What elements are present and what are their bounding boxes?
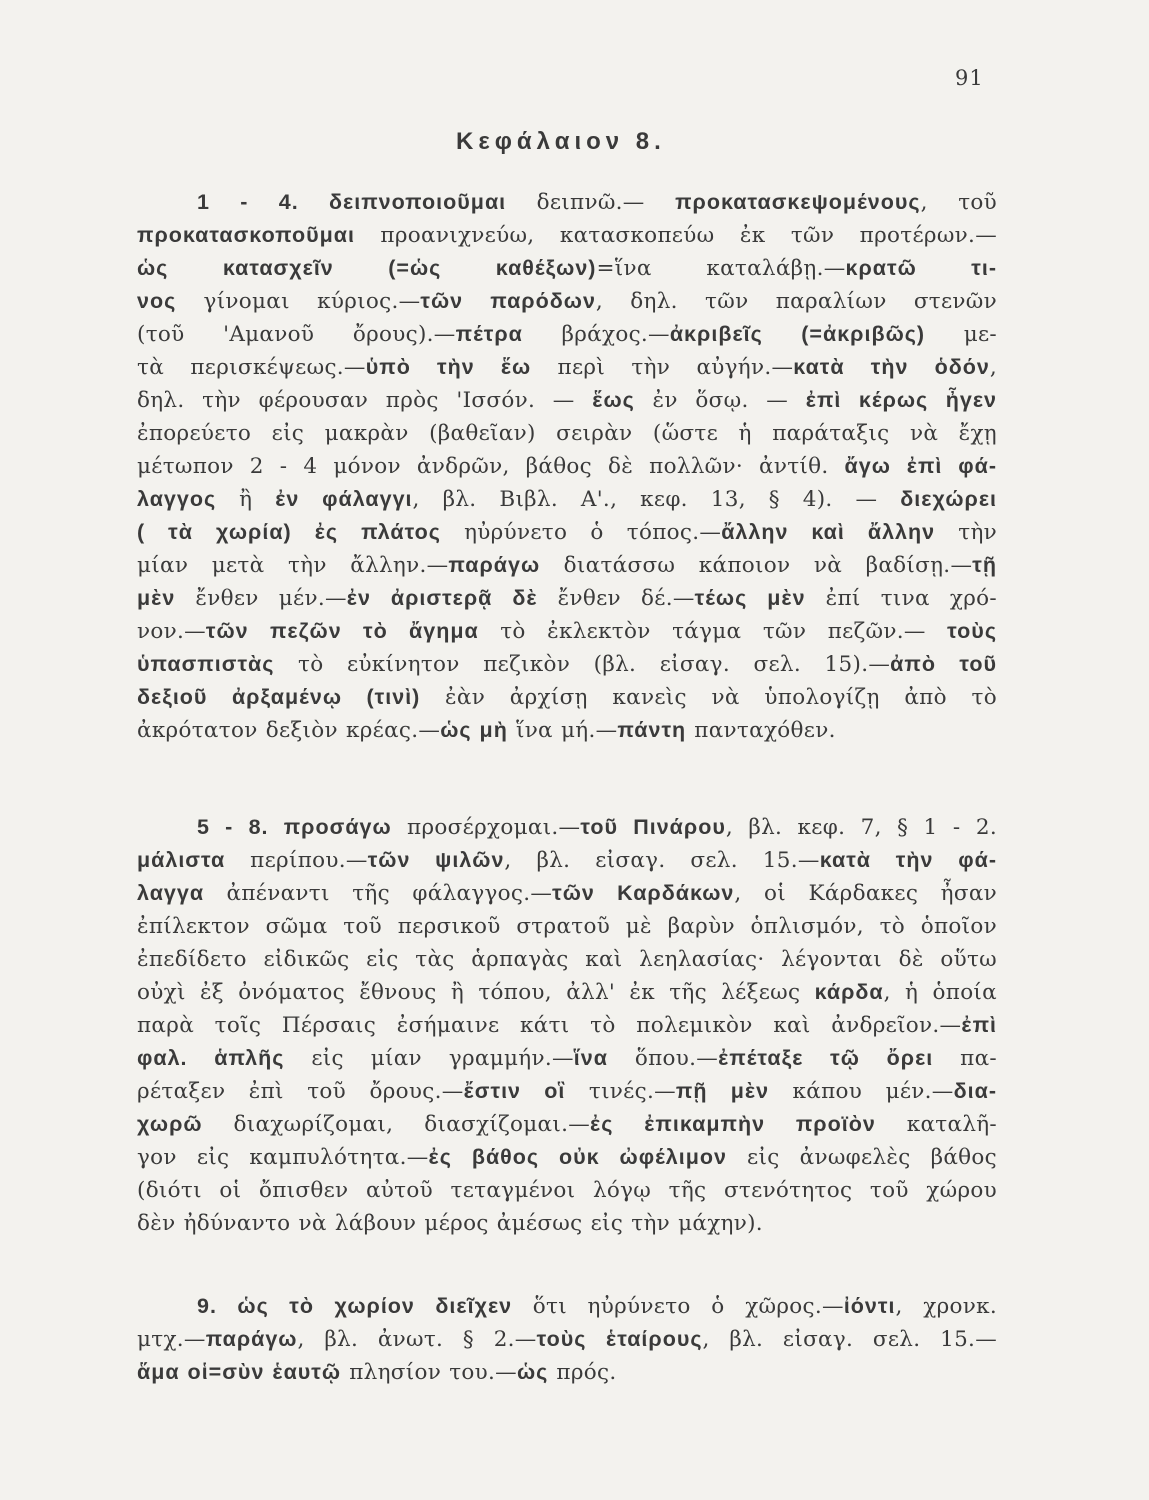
gloss-text: τινές.— bbox=[565, 1079, 676, 1104]
lemma-term: ἐπέταξε τῷ ὄρει bbox=[718, 1046, 934, 1070]
text-line bbox=[137, 1042, 997, 1075]
text-line bbox=[137, 844, 997, 877]
gloss-text: ἔνθεν δέ.— bbox=[537, 586, 695, 611]
lemma-term: ἐν ἀριστερᾷ δὲ bbox=[346, 586, 538, 610]
gloss-text: με- bbox=[925, 322, 997, 347]
gloss-text: , bbox=[989, 355, 997, 380]
lemma-term: ἰόντι bbox=[843, 1294, 896, 1318]
text-line bbox=[137, 450, 997, 483]
lemma-term: κρατῶ τι- bbox=[845, 256, 997, 280]
gloss-text: δηλ. τὴν φέρουσαν πρὸς 'Ισσόν. — bbox=[137, 388, 593, 413]
gloss-text: πρός. bbox=[548, 1360, 617, 1385]
gloss-text: ἵνα μή.— bbox=[507, 718, 618, 743]
gloss-text: , δηλ. τῶν παραλίων στενῶν bbox=[595, 289, 997, 314]
lemma-term: ἄγω ἐπὶ φά- bbox=[844, 454, 997, 478]
text-line bbox=[137, 943, 997, 976]
gloss-text: , βλ. εἰσαγ. σελ. 15.— bbox=[504, 848, 820, 873]
text-line bbox=[137, 681, 997, 714]
lemma-term: κατὰ τὴν φά- bbox=[819, 848, 997, 872]
gloss-text: ἢ bbox=[216, 487, 276, 512]
lemma-term: τῶν παρόδων bbox=[420, 289, 596, 313]
lemma-term: δεξιοῦ ἀρξαμένῳ (τινὶ) bbox=[137, 685, 421, 709]
lemma-term: διεχώρει bbox=[900, 487, 997, 511]
lemma-term: κατὰ τὴν ὁδόν bbox=[793, 355, 990, 379]
gloss-text: μίαν μετὰ τὴν ἄλλην.— bbox=[137, 553, 449, 578]
text-line bbox=[137, 186, 997, 219]
gloss-text: ηὐρύνετο ὁ τόπος.— bbox=[440, 520, 722, 545]
text-line bbox=[137, 615, 997, 648]
lemma-term: μὲν bbox=[137, 586, 176, 610]
lemma-term: ὑπὸ τὴν ἕω bbox=[365, 355, 532, 379]
gloss-text: ἔνθεν μέν.— bbox=[175, 586, 347, 611]
gloss-text: , βλ. ἀνωτ. § 2.— bbox=[297, 1327, 537, 1352]
gloss-text: καταλῆ- bbox=[875, 1112, 997, 1137]
gloss-text: , βλ. εἰσαγ. σελ. 15.— bbox=[702, 1327, 997, 1352]
lemma-term: τοὺς bbox=[947, 619, 997, 643]
gloss-text: ὅπου.— bbox=[607, 1046, 719, 1071]
page-number: 91 bbox=[955, 66, 984, 90]
gloss-text: εἰς ἀνωφελὲς βάθος bbox=[726, 1145, 997, 1170]
text-line bbox=[137, 1207, 997, 1240]
lemma-term: 5 - 8. προσάγω bbox=[197, 815, 392, 839]
gloss-text: ρέταξεν ἐπὶ τοῦ ὄρους.— bbox=[137, 1079, 464, 1104]
lemma-term: τῶν Καρδάκων bbox=[552, 881, 735, 905]
lemma-term: ἅμα οἱ=σὺν ἑαυτῷ bbox=[137, 1360, 342, 1384]
text-line bbox=[137, 285, 997, 318]
gloss-text: μέτωπον 2 - 4 μόνον ἀνδρῶν, βάθος δὲ πολλῶν· ἀντίθ. bbox=[137, 454, 845, 479]
commentary-paragraph-5-8 bbox=[137, 811, 997, 1240]
text-line bbox=[137, 877, 997, 910]
lemma-term: προκατασκοποῦμαι bbox=[137, 223, 355, 247]
text-line bbox=[137, 1009, 997, 1042]
lemma-term: ( τὰ χωρία) ἐς πλάτος bbox=[137, 520, 441, 544]
gloss-text: , βλ. Βιβλ. Α'., κεφ. 13, § 4). — bbox=[412, 487, 901, 512]
gloss-text: προανιχνεύω, κατασκοπεύω ἐκ τῶν προτέρων.— bbox=[354, 223, 997, 248]
lemma-term: τῶν πεζῶν τὸ ἄγημα bbox=[205, 619, 479, 643]
gloss-text: τὸ ἐκλεκτὸν τάγμα τῶν πεζῶν.— bbox=[478, 619, 948, 644]
lemma-term: νος bbox=[137, 289, 177, 313]
lemma-term: τοὺς ἑταίρους bbox=[536, 1327, 703, 1351]
gloss-text: ἐπορεύετο εἰς μακρὰν (βαθεῖαν) σειρὰν (ὥστε ἡ παράταξις νὰ ἔχῃ bbox=[137, 421, 997, 446]
lemma-term: παράγω bbox=[205, 1327, 298, 1351]
text-line bbox=[137, 1174, 997, 1207]
gloss-text: περίπου.— bbox=[225, 848, 368, 873]
lemma-term: φαλ. ἁπλῆς bbox=[137, 1046, 285, 1070]
gloss-text: τὸ εὐκίνητον πεζικὸν (βλ. εἰσαγ. σελ. 15).— bbox=[274, 652, 891, 677]
text-line bbox=[137, 976, 997, 1009]
text-line bbox=[137, 252, 997, 285]
lemma-term: πάντη bbox=[617, 718, 687, 742]
gloss-text: , τοῦ bbox=[920, 190, 997, 215]
text-line bbox=[137, 384, 997, 417]
lemma-term: ἕως bbox=[592, 388, 635, 412]
text-line bbox=[137, 811, 997, 844]
gloss-text: δειπνῶ.— bbox=[506, 190, 676, 215]
gloss-text: κάπου μέν.— bbox=[769, 1079, 954, 1104]
gloss-text: προσέρχομαι.— bbox=[391, 815, 581, 840]
text-line bbox=[137, 219, 997, 252]
gloss-text: ὅτι ηὐρύνετο ὁ χῶρος.— bbox=[512, 1294, 844, 1319]
text-line bbox=[137, 549, 997, 582]
gloss-text: τὰ περισκέψεως.— bbox=[137, 355, 366, 380]
gloss-text: νον.— bbox=[137, 619, 206, 644]
lemma-term: ἵνα bbox=[573, 1046, 608, 1070]
text-line bbox=[137, 516, 997, 549]
gloss-text: , ἡ ὁποία bbox=[883, 980, 997, 1005]
text-line bbox=[137, 351, 997, 384]
lemma-term: τέως μὲν bbox=[694, 586, 806, 610]
commentary-paragraph-1-4 bbox=[137, 186, 997, 747]
lemma-term: λαγγα bbox=[137, 881, 205, 905]
lemma-term: ἐς ἐπικαμπὴν προϊὸν bbox=[590, 1112, 876, 1136]
lemma-term: λαγγος bbox=[137, 487, 217, 511]
text-line bbox=[137, 417, 997, 450]
gloss-text: περὶ τὴν αὐγήν.— bbox=[531, 355, 794, 380]
lemma-term: ὡς bbox=[516, 1360, 549, 1384]
lemma-term: κάρδα bbox=[814, 980, 884, 1004]
lemma-term: τῇ bbox=[972, 553, 997, 577]
lemma-term: τοῦ Πινάρου bbox=[580, 815, 726, 839]
gloss-text: βράχος.— bbox=[522, 322, 670, 347]
gloss-text: οὐχὶ ἐξ ὀνόματος ἔθνους ἢ τόπου, ἀλλ' ἐκ τῆς λέξεως bbox=[137, 980, 815, 1005]
lemma-term: ἐς βάθος οὐκ ὠφέλιμον bbox=[428, 1145, 727, 1169]
gloss-text: εἰς μίαν γραμμήν.— bbox=[284, 1046, 574, 1071]
lemma-term: μάλιστα bbox=[137, 848, 226, 872]
text-line bbox=[137, 714, 997, 747]
text-line bbox=[137, 648, 997, 681]
gloss-text: ἐπεδίδετο εἰδικῶς εἰς τὰς ἁρπαγὰς καὶ λεηλασίας· λέγονται δὲ οὕτω bbox=[137, 947, 997, 972]
lemma-term: ὑπασπιστὰς bbox=[137, 652, 275, 676]
lemma-term: δια- bbox=[953, 1079, 997, 1103]
gloss-text: , βλ. κεφ. 7, § 1 - 2. bbox=[725, 815, 997, 840]
gloss-text: δὲν ἠδύναντο νὰ λάβουν μέρος ἀμέσως εἰς τὴν μάχην). bbox=[137, 1211, 763, 1236]
lemma-term: ὡς κατασχεῖν (=ὡς καθέξων) bbox=[137, 256, 597, 280]
lemma-term: πέτρα bbox=[455, 322, 523, 346]
lemma-term: ἐπὶ bbox=[961, 1013, 997, 1037]
text-line bbox=[137, 1356, 997, 1389]
gloss-text: μτχ.— bbox=[137, 1327, 206, 1352]
text-line bbox=[137, 483, 997, 516]
text-line bbox=[137, 318, 997, 351]
gloss-text: γον εἰς καμπυλότητα.— bbox=[137, 1145, 429, 1170]
text-line bbox=[137, 1075, 997, 1108]
lemma-term: τῶν ψιλῶν bbox=[367, 848, 505, 872]
gloss-text: διαχωρίζομαι, διασχίζομαι.— bbox=[202, 1112, 591, 1137]
gloss-text: (διότι οἱ ὄπισθεν αὐτοῦ τεταγμένοι λόγῳ τῆς στενότητος τοῦ χώρου bbox=[137, 1178, 997, 1203]
lemma-term: 1 - 4. δειπνοποιοῦμαι bbox=[197, 190, 507, 214]
text-line bbox=[137, 582, 997, 615]
lemma-term: ἐν φάλαγγι bbox=[275, 487, 413, 511]
text-line bbox=[137, 1141, 997, 1174]
gloss-text: τὴν bbox=[935, 520, 997, 545]
gloss-text: ἐπίλεκτον σῶμα τοῦ περσικοῦ στρατοῦ μὲ βαρὺν ὁπλισμόν, τὸ ὁποῖον bbox=[137, 914, 997, 939]
lemma-term: ἄλλην καὶ ἄλλην bbox=[721, 520, 936, 544]
gloss-text: ἐπί τινα χρό- bbox=[805, 586, 997, 611]
text-line bbox=[137, 1290, 997, 1323]
text-line bbox=[137, 910, 997, 943]
text-line bbox=[137, 1108, 997, 1141]
lemma-term: ἀπὸ τοῦ bbox=[890, 652, 997, 676]
lemma-term: ἔστιν οἳ bbox=[463, 1079, 566, 1103]
gloss-text: , οἱ Κάρδακες ἦσαν bbox=[734, 881, 997, 906]
gloss-text: =ἵνα καταλάβῃ.— bbox=[596, 256, 846, 281]
lemma-term: χωρῶ bbox=[137, 1112, 203, 1136]
gloss-text: πα- bbox=[933, 1046, 997, 1071]
lemma-term: πῇ μὲν bbox=[675, 1079, 770, 1103]
gloss-text: ἐὰν ἀρχίσῃ κανεὶς νὰ ὑπολογίζῃ ἀπὸ τὸ bbox=[420, 685, 997, 710]
commentary-paragraph-9 bbox=[137, 1290, 997, 1389]
gloss-text: , χρονκ. bbox=[895, 1294, 997, 1319]
lemma-term: 9. ὡς τὸ χωρίον διεῖχεν bbox=[197, 1294, 513, 1318]
gloss-text: γίνομαι κύριος.— bbox=[176, 289, 421, 314]
lemma-term: προκατασκεψομένους bbox=[675, 190, 921, 214]
gloss-text: πλησίον του.— bbox=[341, 1360, 517, 1385]
chapter-title: Κεφάλαιον 8. bbox=[456, 128, 666, 155]
gloss-text: πανταχόθεν. bbox=[686, 718, 836, 743]
text-line bbox=[137, 1323, 997, 1356]
gloss-text: ἀπέναντι τῆς φάλαγγος.— bbox=[204, 881, 553, 906]
gloss-text: (τοῦ 'Αμανοῦ ὄρους).— bbox=[137, 322, 456, 347]
lemma-term: ἀκριβεῖς (=ἀκριβῶς) bbox=[669, 322, 926, 346]
lemma-term: ὡς μὴ bbox=[440, 718, 508, 742]
gloss-text: παρὰ τοῖς Πέρσαις ἐσήμαινε κάτι τὸ πολεμικὸν καὶ ἀνδρεῖον.— bbox=[137, 1013, 962, 1038]
gloss-text: ἐν ὅσῳ. — bbox=[634, 388, 806, 413]
gloss-text: διατάσσω κάποιον νὰ βαδίσῃ.— bbox=[540, 553, 973, 578]
lemma-term: παράγω bbox=[448, 553, 541, 577]
gloss-text: ἀκρότατον δεξιὸν κρέας.— bbox=[137, 718, 441, 743]
lemma-term: ἐπὶ κέρως ἦγεν bbox=[805, 388, 997, 412]
